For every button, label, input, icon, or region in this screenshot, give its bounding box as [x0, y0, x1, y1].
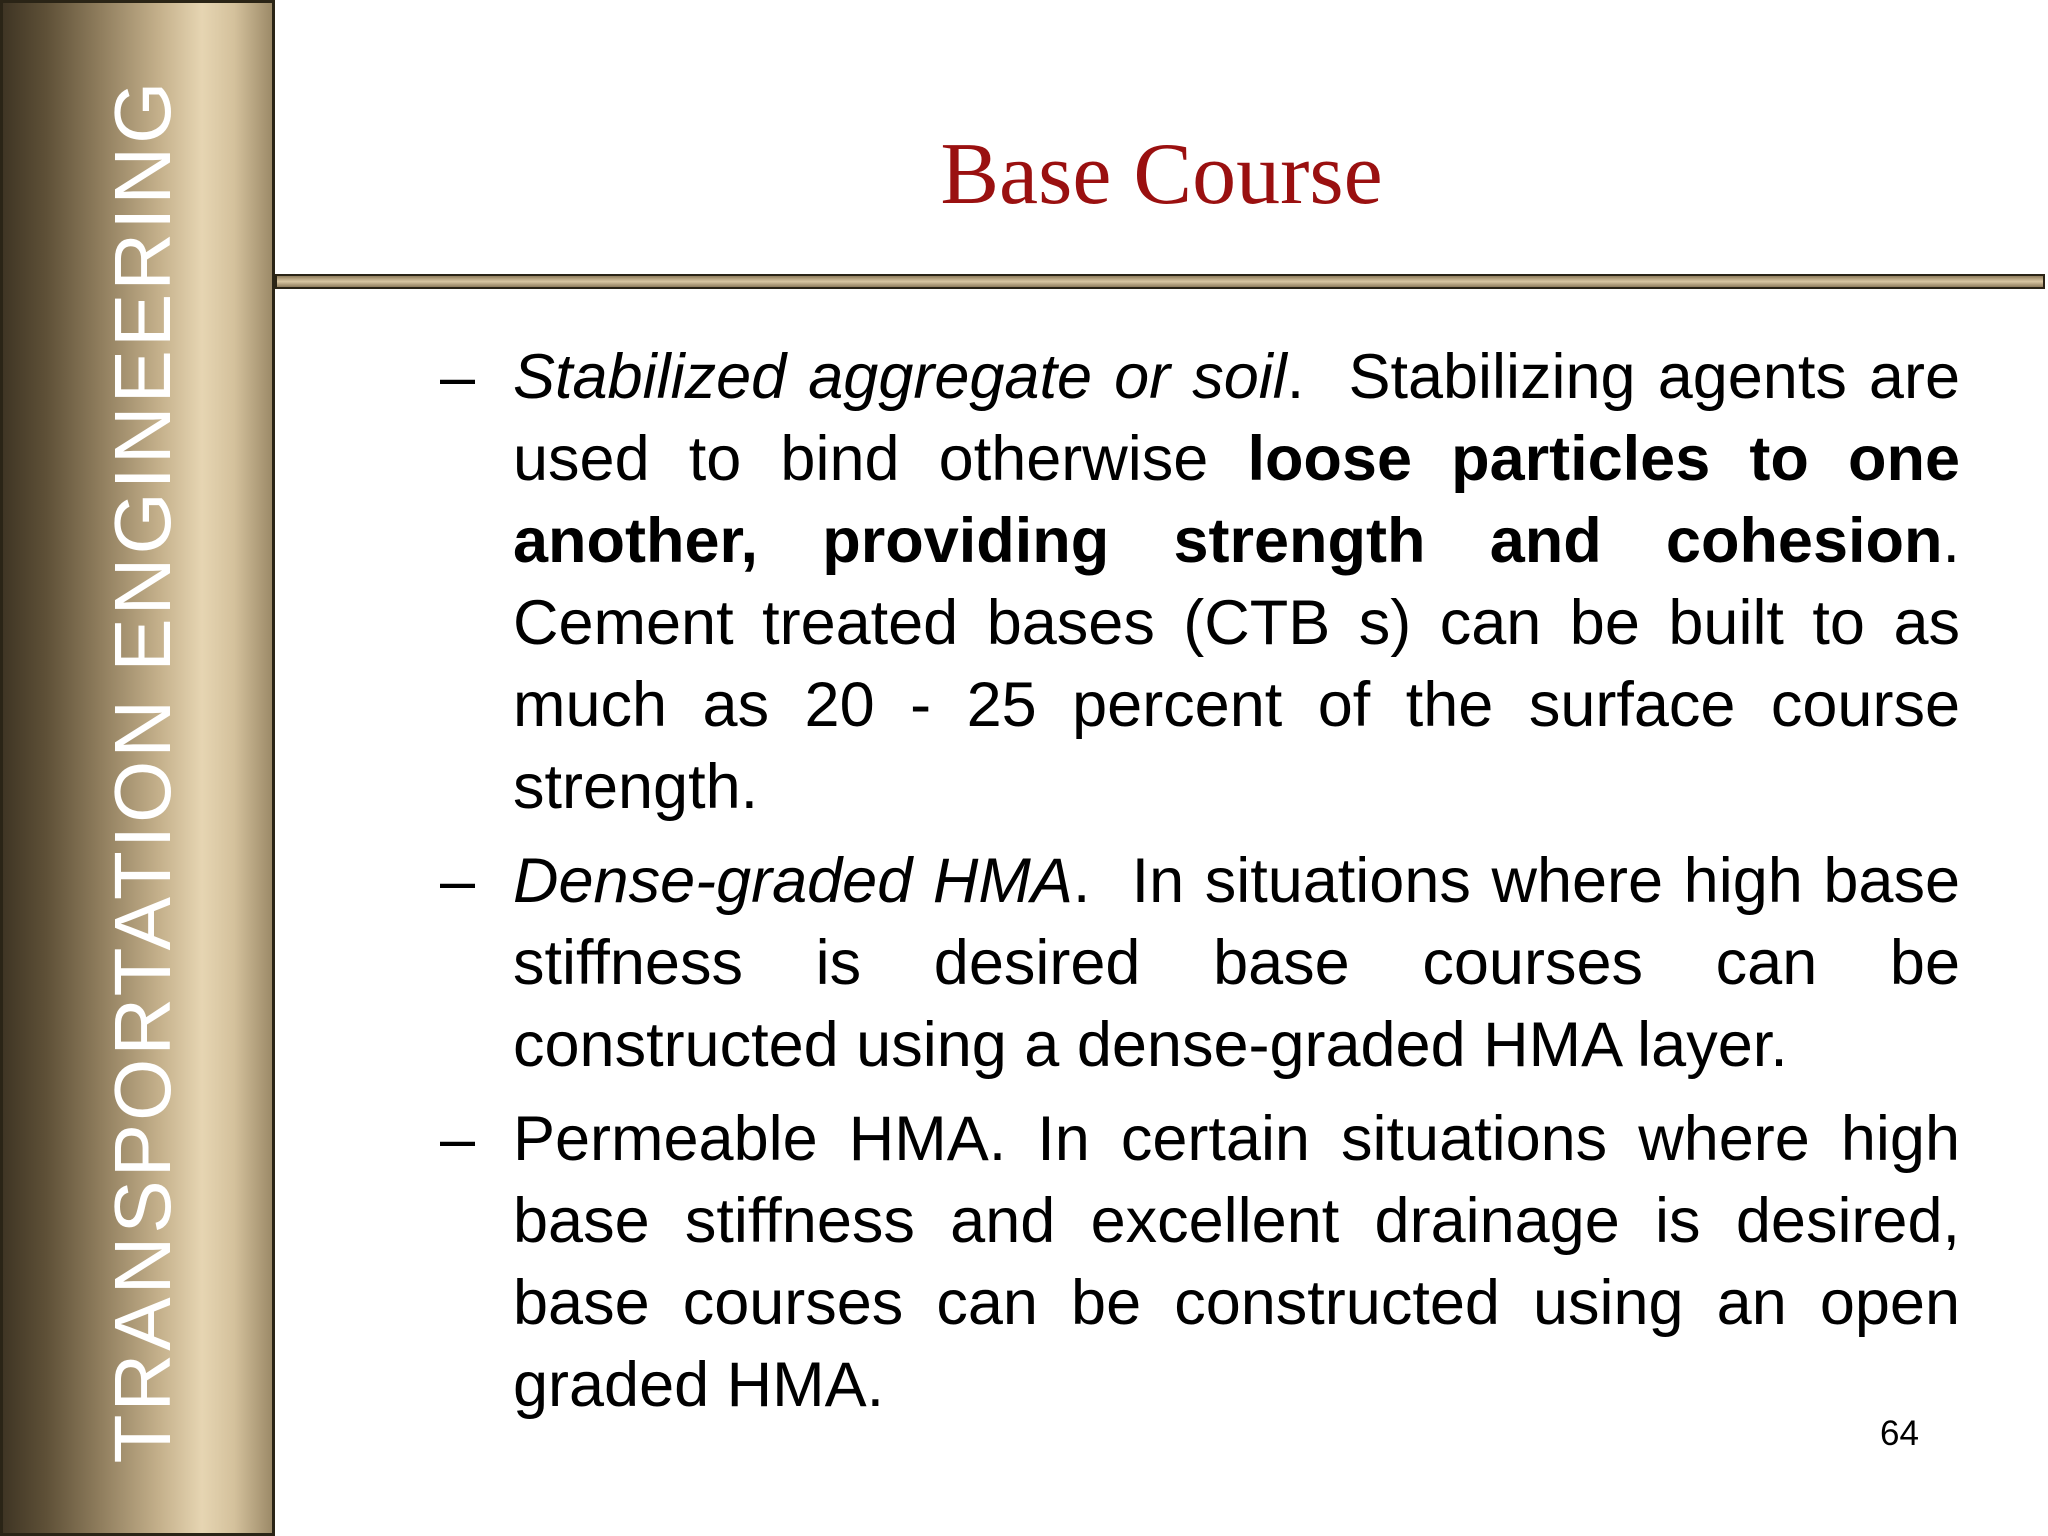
slide-title: Base Course [940, 126, 1383, 223]
bullet-lead-punct: . [1286, 342, 1305, 412]
title-divider [275, 274, 2045, 289]
bullet-list [440, 336, 1960, 1438]
bullet-permeable [440, 1098, 1960, 1426]
bullet-lead-punct: . [1072, 846, 1091, 916]
sidebar-banner [0, 0, 275, 1536]
bullet-text: . Cement treated bases (CTB s) can be built to as much as 20 - 25 percent of the surface course strength. [513, 506, 1960, 822]
bullet-dense-graded [440, 840, 1960, 1086]
page-number: 64 [1880, 1414, 1919, 1453]
bullet-dash: – [440, 1104, 476, 1174]
bullet-lead: Dense-graded HMA [513, 846, 1073, 916]
bullet-bold-text: loose particles to one another, providing strength and cohesion [513, 424, 1960, 576]
bullet-text: In situations where high base stiffness is desired base courses can be constructed using a dense-graded HMA layer. [513, 846, 1960, 1080]
bullet-dash: – [440, 846, 476, 916]
bullet-lead: Stabilized aggregate or soil [513, 342, 1287, 412]
bullet-stabilized [440, 336, 1960, 828]
bullet-text: Stabilizing agents are used to bind otherwise [513, 342, 1960, 494]
bullet-text: Permeable HMA. In certain situations where high base stiffness and excellent drainage is desired, base courses can be constructed using an open graded HMA. [513, 1104, 1960, 1420]
bullet-dash: – [440, 342, 476, 412]
sidebar-title: TRANSPORTATION ENGINEERING [98, 78, 187, 1464]
